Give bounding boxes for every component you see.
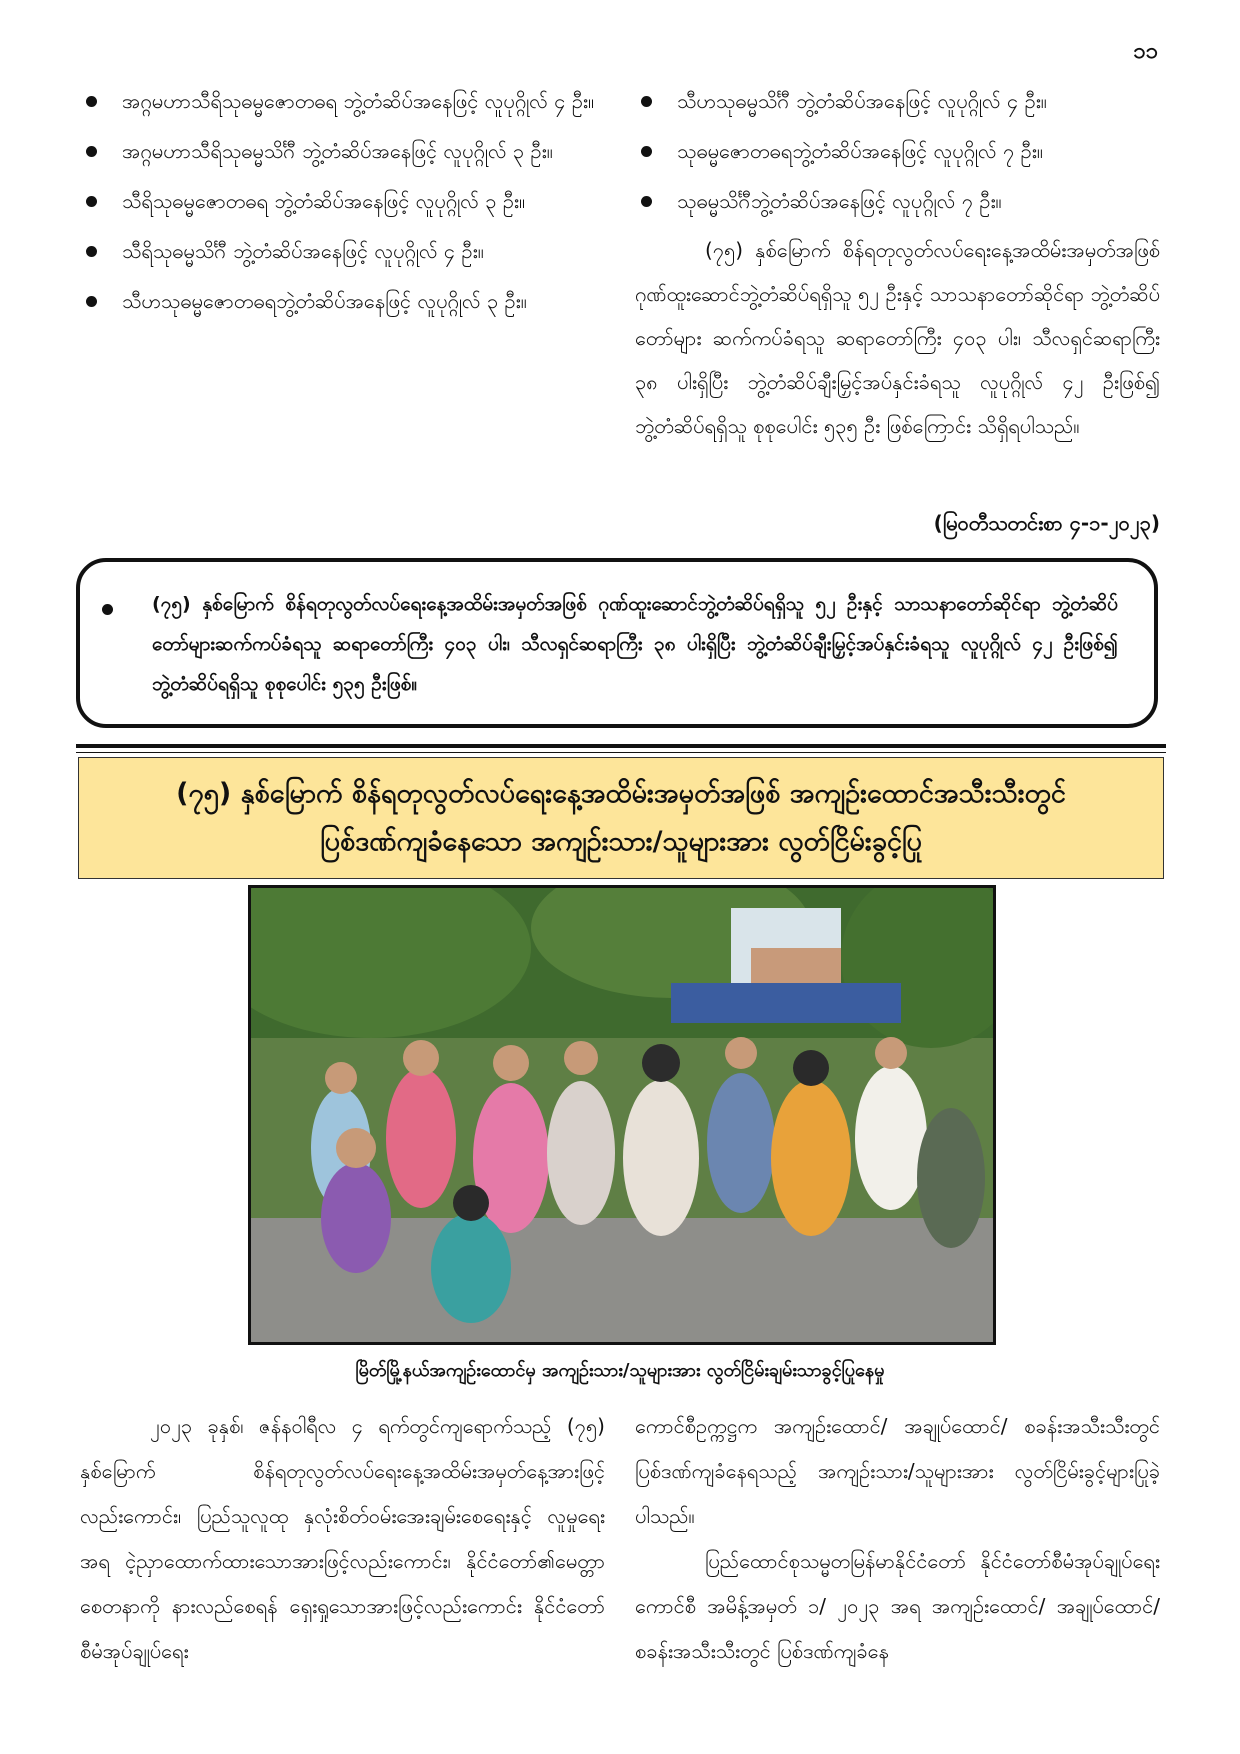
bottom-right-paragraph-2: ပြည်ထောင်စုသမ္မတမြန်မာနိုင်ငံတော် နိုင်ငံတော်စီမံအုပ်ချုပ်ရေးကောင်စီ အမိန့်အမှတ် ၁/ ၂၀၂၃ အရ အကျဉ်းထောင်/ အချုပ်ထောင်/ စခန်းအသီးသီးတွင် ပြစ်ဒဏ်ကျခံနေ	[635, 1549, 1160, 1663]
bottom-columns	[80, 1404, 1160, 1674]
left-column	[80, 78, 605, 498]
source-note: (မြဝတီသတင်းစာ ၄-၁-၂၀၂၃)	[933, 511, 1160, 535]
summary-box	[76, 558, 1158, 728]
bottom-right-paragraph-1: ကောင်စီဥက္ကဋ္ဌက အကျဉ်းထောင်/ အချုပ်ထောင်/ စခန်းအသီးသီးတွင် ပြစ်ဒဏ်ကျခံနေရသည့် အကျဉ်းသား/သူများအား လွတ်ငြိမ်းခွင့်များပြုခဲ့ပါသည်။	[635, 1414, 1160, 1528]
right-bullet-list	[635, 78, 1160, 224]
crowd-photo-illustration	[251, 888, 993, 1342]
list-item: သီဟသုဓမ္မဇောတဓရဘွဲ့တံဆိပ်အနေဖြင့် လူပုဂ္ဂိုလ် ၃ ဦး။	[80, 278, 605, 324]
bottom-left-column	[80, 1404, 605, 1674]
list-item: သီဟသုဓမ္မသိင်္ဂီ ဘွဲ့တံဆိပ်အနေဖြင့် လူပုဂ္ဂိုလ် ၄ ဦး။	[635, 78, 1160, 124]
summary-text: (၇၅) နှစ်မြောက် စိန်ရတုလွတ်လပ်ရေးနေ့အထိမ်းအမှတ်အဖြစ် ဂုဏ်ထူးဆောင်ဘွဲ့တံဆိပ်ရရှိသူ ၅၂ ဦးနှင့် သာသနာတော်ဆိုင်ရာ ဘွဲ့တံဆိပ်တော်များဆက်ကပ်ခံရသူ ဆရာတော်ကြီး ၄၀၃ ပါး၊ သီလရှင်ဆရာကြီး ၃၈ ပါးရှိပြီး ဘွဲ့တံဆိပ်ချီးမြှင့်အပ်နှင်းခံရသူ လူပုဂ္ဂိုလ် ၄၂ ဦးဖြစ်၍ ဘွဲ့တံဆိပ်ရရှိသူ စုစုပေါင်း ၅၃၅ ဦးဖြစ်။	[152, 593, 1118, 695]
headline-line-1: (၇၅) နှစ်မြောက် စိန်ရတုလွတ်လပ်ရေးနေ့အထိမ်းအမှတ်အဖြစ် အကျဉ်းထောင်အသီးသီးတွင်	[176, 778, 1066, 809]
list-item: သုဓမ္မဇောတဓရဘွဲ့တံဆိပ်အနေဖြင့် လူပုဂ္ဂိုလ် ၇ ဦး။	[635, 128, 1160, 174]
list-item: သီရိသုဓမ္မသိင်္ဂီ ဘွဲ့တံဆိပ်အနေဖြင့် လူပုဂ္ဂိုလ် ၄ ဦး။	[80, 228, 605, 274]
photo-caption: မြိတ်မြို့နယ်အကျဉ်းထောင်မှ အကျဉ်းသား/သူများအား လွတ်ငြိမ်းချမ်းသာခွင့်ပြုနေမှု	[355, 1360, 885, 1381]
bullet-dot	[102, 604, 113, 615]
news-photo	[248, 885, 996, 1345]
list-item: သုဓမ္မသိင်္ဂီဘွဲ့တံဆိပ်အနေဖြင့် လူပုဂ္ဂိုလ် ၇ ဦး။	[635, 178, 1160, 224]
right-paragraph: (၇၅) နှစ်မြောက် စိန်ရတုလွတ်လပ်ရေးနေ့အထိမ်းအမှတ်အဖြစ် ဂုဏ်ထူးဆောင်ဘွဲ့တံဆိပ်ရရှိသူ ၅၂ ဦးနှင့် သာသနာတော်ဆိုင်ရာ ဘွဲ့တံဆိပ်တော်များ ဆက်ကပ်ခံရသူ ဆရာတော်ကြီး ၄၀၃ ပါး၊ သီလရှင်ဆရာကြီး ၃၈ ပါးရှိပြီး ဘွဲ့တံဆိပ်ချီးမြှင့်အပ်နှင်းခံရသူ လူပုဂ္ဂိုလ် ၄၂ ဦးဖြစ်၍ ဘွဲ့တံဆိပ်ရရှိသူ စုစုပေါင်း ၅၃၅ ဦး ဖြစ်ကြောင်း သိရှိရပါသည်။	[635, 238, 1160, 438]
headline-box	[78, 757, 1164, 879]
list-item: သီရိသုဓမ္မဇောတဓရ ဘွဲ့တံဆိပ်အနေဖြင့် လူပုဂ္ဂိုလ် ၃ ဦး။	[80, 178, 605, 224]
page-number: ၁၁	[1133, 39, 1158, 64]
headline-line-2: ပြစ်ဒဏ်ကျခံနေသော အကျဉ်းသား/သူများအား လွတ်ငြိမ်းခွင့်ပြု	[320, 826, 922, 857]
list-item: အဂ္ဂမဟာသီရိသုဓမ္မဇောတဓရ ဘွဲ့တံဆိပ်အနေဖြင့် လူပုဂ္ဂိုလ် ၄ ဦး။	[80, 78, 605, 124]
list-item: အဂ္ဂမဟာသီရိသုဓမ္မသိင်္ဂီ ဘွဲ့တံဆိပ်အနေဖြင့် လူပုဂ္ဂိုလ် ၃ ဦး။	[80, 128, 605, 174]
bottom-right-column	[635, 1404, 1160, 1674]
divider-thin	[76, 752, 1166, 753]
right-column	[635, 78, 1160, 498]
left-bullet-list	[80, 78, 605, 324]
top-columns	[80, 78, 1160, 498]
bottom-left-paragraph: ၂၀၂၃ ခုနှစ်၊ ဇန်နဝါရီလ ၄ ရက်တွင်ကျရောက်သည့် (၇၅) နှစ်မြောက် စိန်ရတုလွတ်လပ်ရေးနေ့အထိမ်းအမှတ်နေ့အားဖြင့်လည်းကောင်း၊ ပြည်သူလူထု နှလုံးစိတ်ဝမ်းအေးချမ်းစေရေးနှင့် လူမှုရေးအရ ငဲ့ညှာထောက်ထားသောအားဖြင့်လည်းကောင်း၊ နိုင်ငံတော်၏မေတ္တာစေတနာကို နားလည်စေရန် ရှေးရှုသောအားဖြင့်လည်းကောင်း နိုင်ငံတော်စီမံအုပ်ချုပ်ရေး	[80, 1414, 605, 1663]
divider-thick	[76, 744, 1166, 748]
